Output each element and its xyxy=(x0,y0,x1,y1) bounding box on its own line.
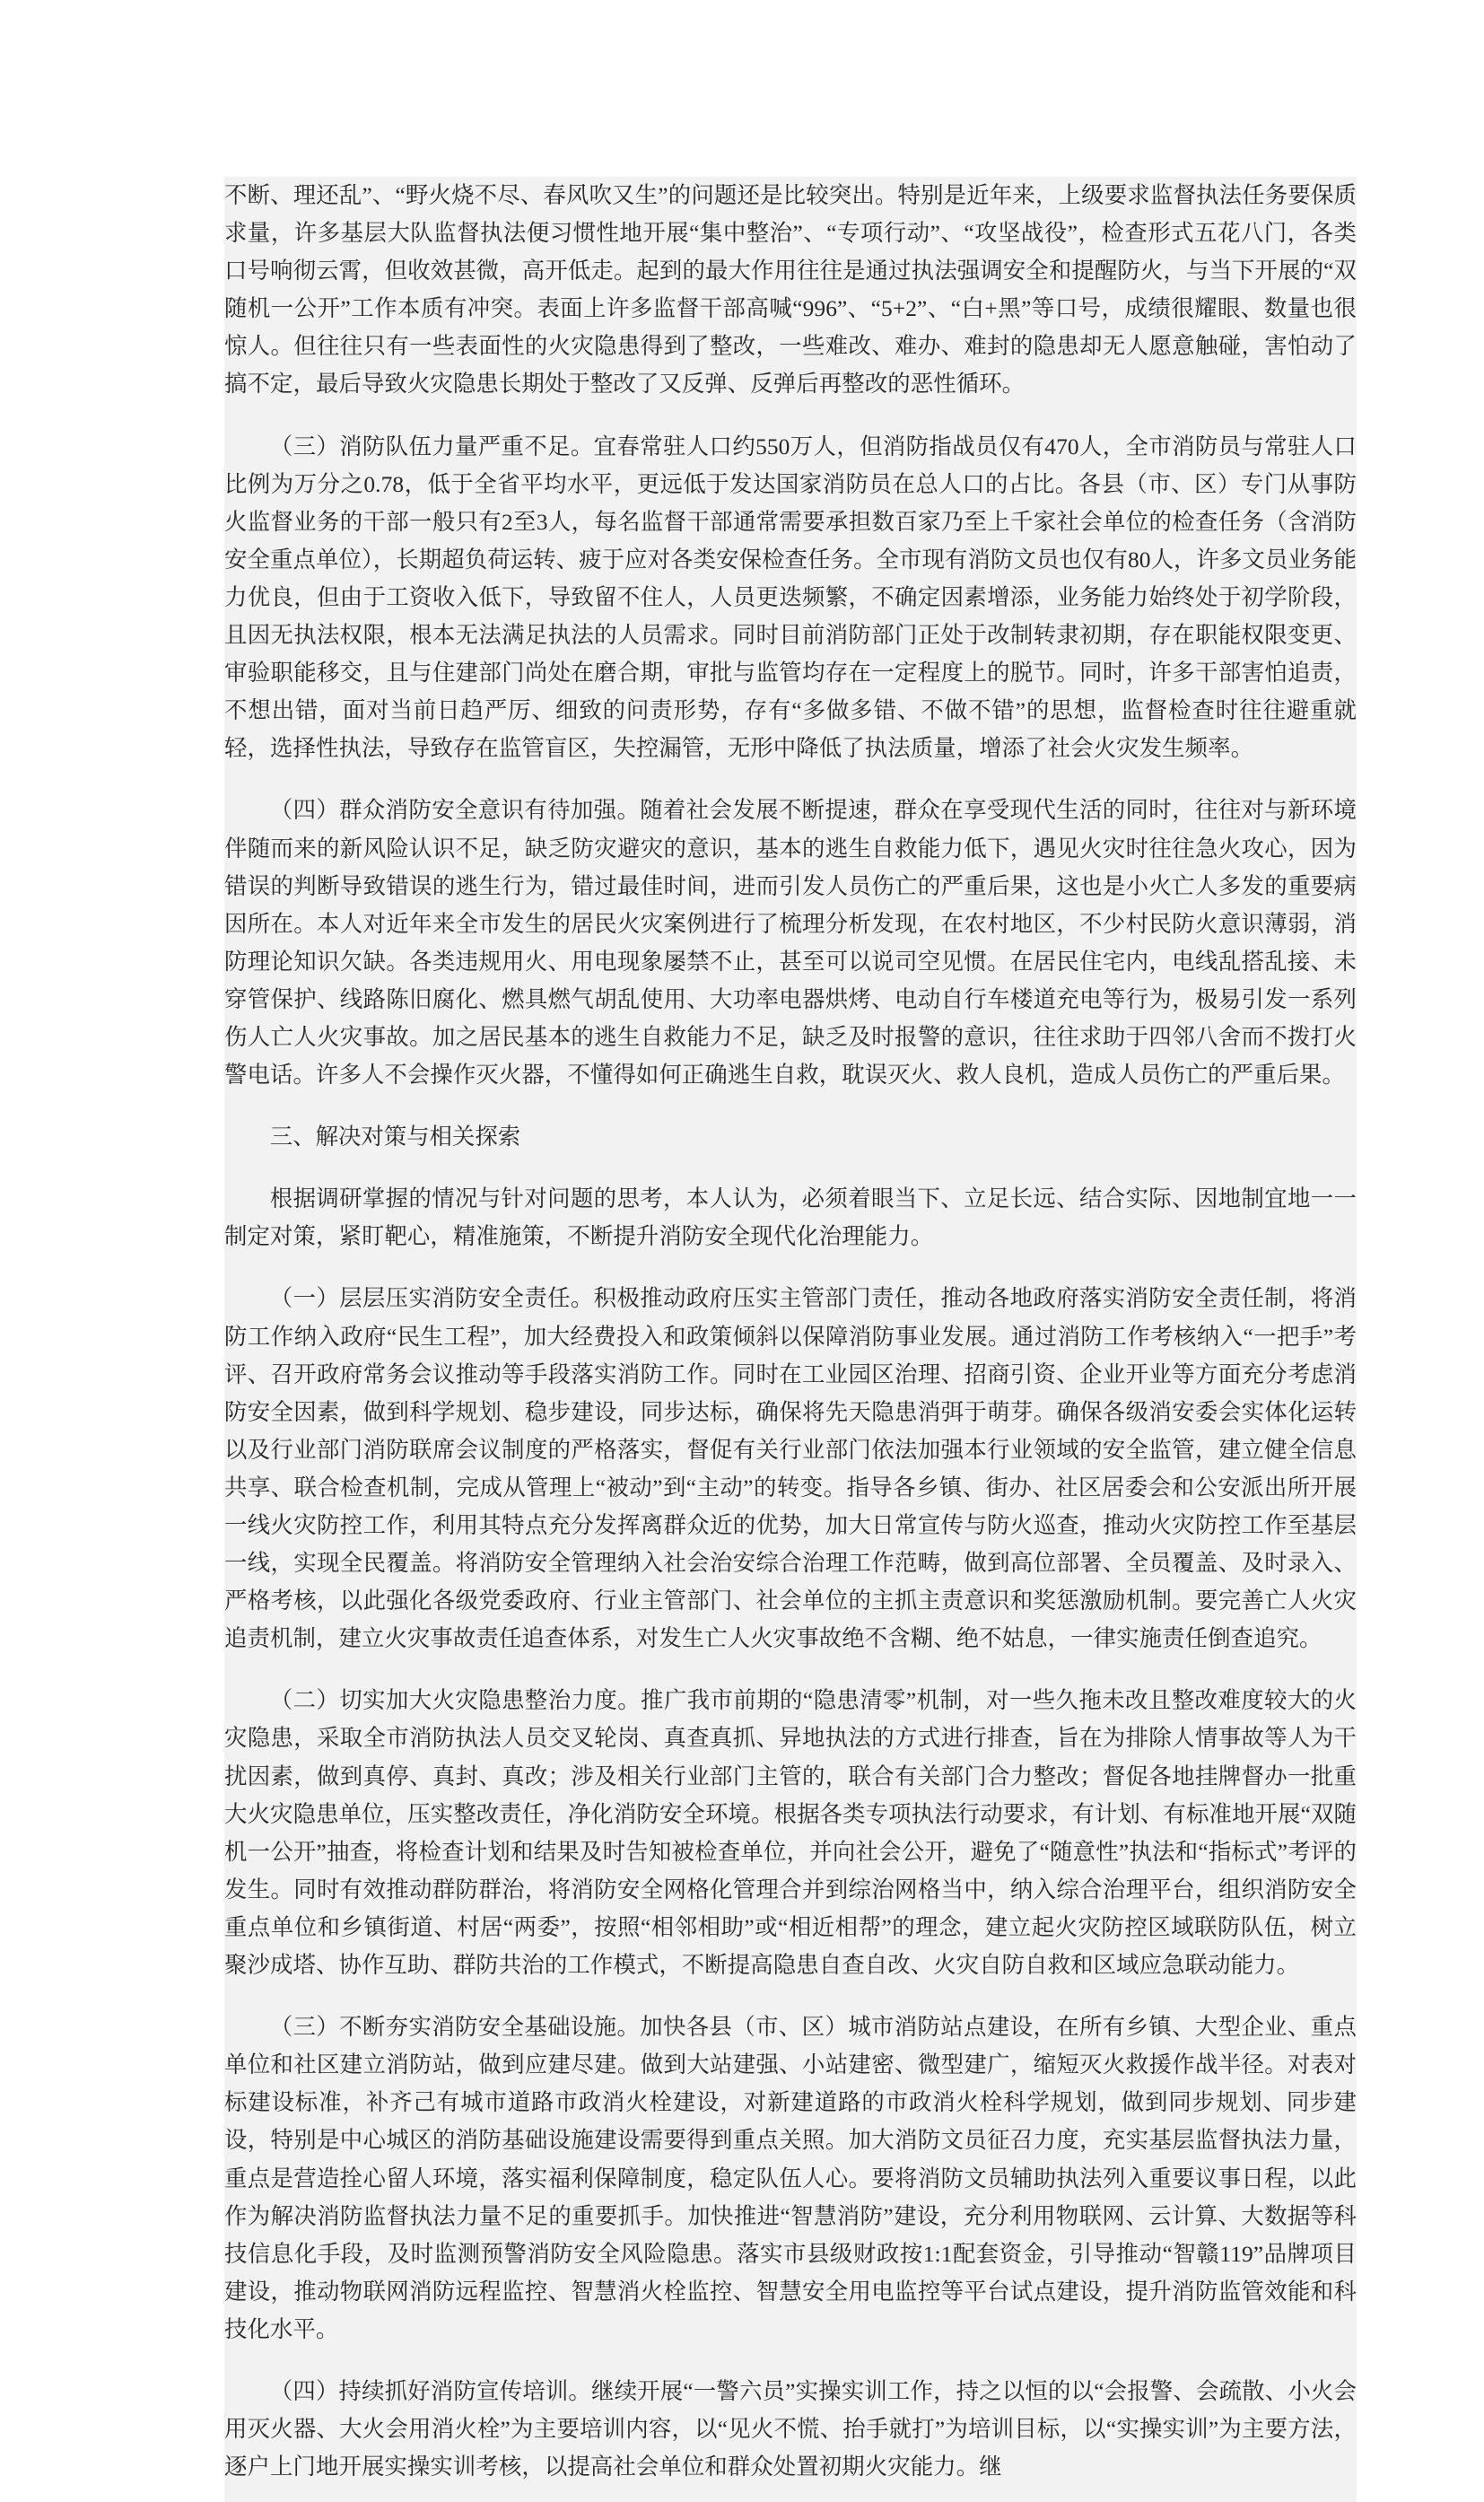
section-heading-3: 三、解决对策与相关探索 xyxy=(269,1124,521,1150)
paragraph-continuation-previous-page: 不断、理还乱”、“野火烧不尽、春风吹又生”的问题还是比较突出。特别是近年来，上级要求监督执法任务要保质求量，许多基层大队监督执法便习惯性地开展“集中整治”、“专项行动”、“攻坚战役”，检查形式五花八门，各类口号响彻云霄，但收效甚微，高开低走。起到的最大作用往往是通过执法强调安全和提醒防火，与当下开展的“双随机一公开”工作本质有冲突。表面上许多监督干部高喊“996”、“5+2”、“白+黑”等口号，成绩很耀眼、数量也很惊人。但往往只有一些表面性的火灾隐患得到了整改，一些难改、难办、难封的隐患却无人愿意触碰，害怕动了搞不定，最后导致火灾隐患长期处于整改了又反弹、反弹后再整改的恶性循环。 xyxy=(224,183,1357,398)
paragraph-section-3-intro: 根据调研掌握的情况与针对问题的思考，本人认为，必须着眼当下、立足长远、结合实际、因地制宜地一一制定对策，紧盯靶心，精准施策，不断提升消防安全现代化治理能力。 xyxy=(224,1186,1357,1250)
paragraph-section-3-item-3: （三）不断夯实消防安全基础设施。加快各县（市、区）城市消防站点建设，在所有乡镇、大型企业、重点单位和社区建立消防站，做到应建尽建。做到大站建强、小站建密、微型建广，缩短灭火救援作战半径。对表对标建设标准，补齐己有城市道路市政消火栓建设，对新建道路的市政消火栓科学规划，做到同步规划、同步建设，特别是中心城区的消防基础设施建设需要得到重点关照。加大消防文员征召力度，充实基层监督执法力量，重点是营造拴心留人环境，落实福利保障制度，稳定队伍人心。要将消防文员辅助执法列入重要议事日程，以此作为解决消防监督执法力量不足的重要抓手。加快推进“智慧消防”建设，充分利用物联网、云计算、大数据等科技信息化手段，及时监测预警消防安全风险隐患。落实市县级财政按1:1配套资金，引导推动“智赣119”品牌项目建设，推动物联网消防远程监控、智慧消火栓监控、智慧安全用电监控等平台试点建设，提升消防监管效能和科技化水平。 xyxy=(224,2015,1357,2342)
paragraph-section-3-item-2: （二）切实加大火灾隐患整治力度。推广我市前期的“隐患清零”机制，对一些久拖未改且整改难度较大的火灾隐患，采取全市消防执法人员交叉轮岗、真查真抓、异地执法的方式进行排查，旨在为排除人情事故等人为干扰因素，做到真停、真封、真改；涉及相关行业部门主管的，联合有关部门合力整改；督促各地挂牌督办一批重大火灾隐患单位，压实整改责任，净化消防安全环境。根据各类专项执法行动要求，有计划、有标准地开展“双随机一公开”抽查，将检查计划和结果及时告知被检查单位，并向社会公开，避免了“随意性”执法和“指标式”考评的发生。同时有效推动群防群治，将消防安全网格化管理合并到综治网格当中，纳入综合治理平台，组织消防安全重点单位和乡镇街道、村居“两委”，按照“相邻相助”或“相近相帮”的理念，建立起火灾防控区域联防队伍，树立聚沙成塔、协作互助、群防共治的工作模式，不断提高隐患自查自改、火灾自防自救和区域应急联动能力。 xyxy=(224,1688,1357,1979)
paragraph-section-3-item-1: （一）层层压实消防安全责任。积极推动政府压实主管部门责任，推动各地政府落实消防安全责任制，将消防工作纳入政府“民生工程”，加大经费投入和政策倾斜以保障消防事业发展。通过消防工作考核纳入“一把手”考评、召开政府常务会议推动等手段落实消防工作。同时在工业园区治理、招商引资、企业开业等方面充分考虑消防安全因素，做到科学规划、稳步建设，同步达标，确保将先天隐患消弭于萌芽。确保各级消安委会实体化运转以及行业部门消防联席会议制度的严格落实，督促有关行业部门依法加强本行业领域的安全监管，建立健全信息共享、联合检查机制，完成从管理上“被动”到“主动”的转变。指导各乡镇、街办、社区居委会和公安派出所开展一线火灾防控工作，利用其特点充分发挥离群众近的优势，加大日常宣传与防火巡查，推动火灾防控工作至基层一线，实现全民覆盖。将消防安全管理纳入社会治安综合治理工作范畴，做到高位部署、全员覆盖、及时录入、严格考核，以此强化各级党委政府、行业主管部门、社会单位的主抓主责意识和奖惩激励机制。要完善亡人火灾追责机制，建立火灾事故责任追查体系，对发生亡人火灾事故绝不含糊、绝不姑息，一律实施责任倒查追究。 xyxy=(224,1286,1357,1652)
document-text-column xyxy=(224,177,1357,2502)
paragraph-section-2-item-3: （三）消防队伍力量严重不足。宜春常驻人口约550万人，但消防指战员仅有470人，全市消防员与常驻人口比例为万分之0.78，低于全省平均水平，更远低于发达国家消防员在总人口的占比。各县（市、区）专门从事防火监督业务的干部一般只有2至3人，每名监督干部通常需要承担数百家乃至上千家社会单位的检查任务（含消防安全重点单位），长期超负荷运转、疲于应对各类安保检查任务。全市现有消防文员也仅有80人，许多文员业务能力优良，但由于工资收入低下，导致留不住人，人员更迭频繁，不确定因素增添，业务能力始终处于初学阶段，且因无执法权限，根本无法满足执法的人员需求。同时目前消防部门正处于改制转隶初期，存在职能权限变更、审验职能移交，且与住建部门尚处在磨合期，审批与监管均存在一定程度上的脱节。同时，许多干部害怕追责，不想出错，面对当前日趋严厉、细致的问责形势，存有“多做多错、不做不错”的思想，监督检查时往往避重就轻，选择性执法，导致存在监管盲区，失控漏管，无形中降低了执法质量，增添了社会火灾发生频率。 xyxy=(224,433,1357,762)
paragraph-section-2-item-4: （四）群众消防安全意识有待加强。随着社会发展不断提速，群众在享受现代生活的同时，往往对与新环境伴随而来的新风险认识不足，缺乏防灾避灾的意识，基本的逃生自救能力低下，遇见火灾时往往急火攻心，因为错误的判断导致错误的逃生行为，错过最佳时间，进而引发人员伤亡的严重后果，这也是小火亡人多发的重要病因所在。本人对近年来全市发生的居民火灾案例进行了梳理分析发现，在农村地区，不少村民防火意识薄弱，消防理论知识欠缺。各类违规用火、用电现象屡禁不止，甚至可以说司空见惯。在居民住宅内，电线乱搭乱接、未穿管保护、线路陈旧腐化、燃具燃气胡乱使用、大功率电器烘烤、电动自行车楼道充电等行为，极易引发一系列伤人亡人火灾事故。加之居民基本的逃生自救能力不足，缺乏及时报警的意识，往往求助于四邻八舍而不拨打火警电话。许多人不会操作灭火器，不懂得如何正确逃生自救，耽误灭火、救人良机，造成人员伤亡的严重后果。 xyxy=(224,798,1357,1089)
paragraph-section-3-item-4: （四）持续抓好消防宣传培训。继续开展“一警六员”实操实训工作，持之以恒的以“会报警、会疏散、小火会用灭火器、大火会用消火栓”为主要培训内容，以“见火不慌、抬手就打”为培训目标，以“实操实训”为主要方法，逐户上门地开展实操实训考核，以提高社会单位和群众处置初期火灾能力。继 xyxy=(224,2378,1357,2480)
